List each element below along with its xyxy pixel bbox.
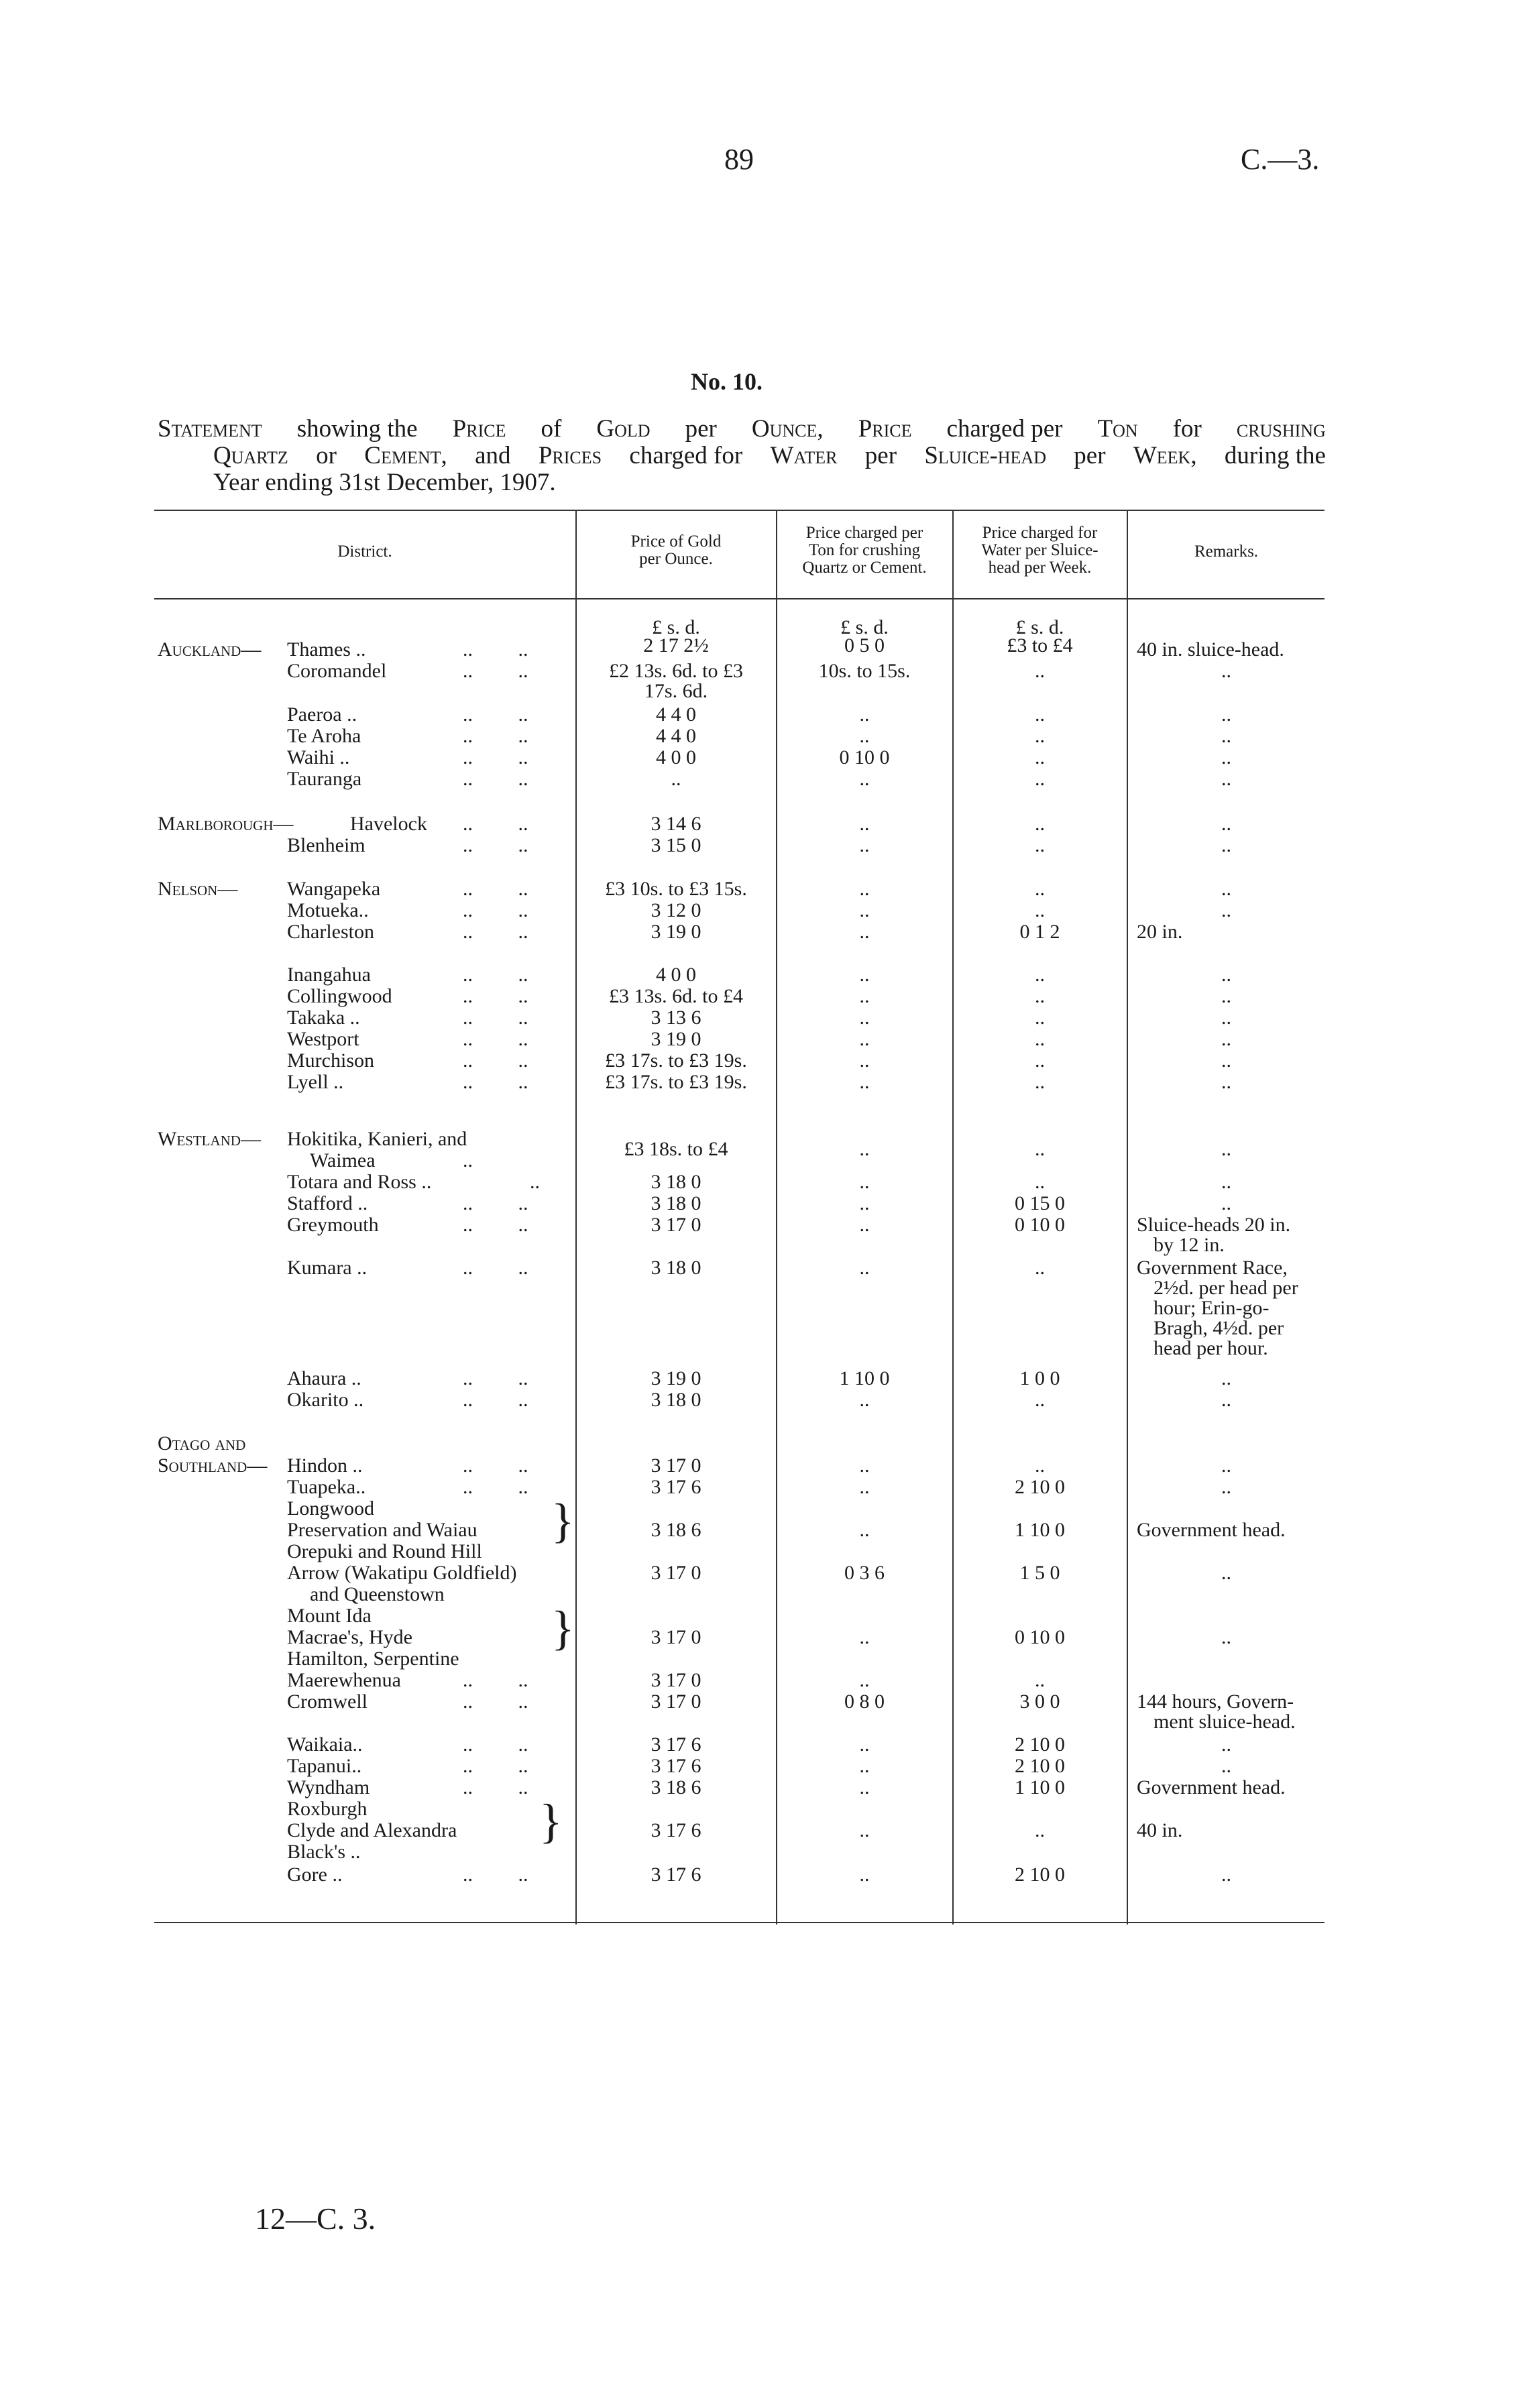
remarks: .. xyxy=(1221,1454,1231,1477)
remarks-continued: head per hour. xyxy=(1153,1337,1268,1359)
column-header-crushing-price: Price charged per Ton for crushing Quartz or Cement. xyxy=(802,524,927,577)
district-name: Hokitika, Kanieri, and xyxy=(287,1128,467,1150)
remarks: .. xyxy=(1221,746,1231,768)
gold-price: 3 18 0 xyxy=(651,1171,701,1193)
remarks-continued: hour; Erin-go- xyxy=(1153,1297,1270,1319)
column-header-water-price: Price charged for Water per Sluice- head per Week. xyxy=(981,524,1098,577)
district-name-continued: Preservation and Waiau xyxy=(287,1519,477,1541)
group-brace: } xyxy=(539,1794,563,1848)
leader-dots: .. .. xyxy=(463,899,528,921)
crushing-price: 10s. to 15s. xyxy=(818,660,911,682)
gold-price: 4 0 0 xyxy=(656,964,696,986)
region-otago-line1: Otago and xyxy=(158,1432,246,1454)
gold-price: 3 17 6 xyxy=(651,1755,701,1777)
district-name: Inangahua xyxy=(287,964,371,986)
district-name: Thames .. xyxy=(287,638,366,661)
water-price: .. xyxy=(1035,813,1045,835)
leader-dots: .. .. xyxy=(463,703,528,726)
gold-price: 3 18 0 xyxy=(651,1389,701,1411)
crushing-price: .. xyxy=(859,1626,870,1648)
crushing-price: 1 10 0 xyxy=(839,1367,890,1389)
gold-price: 3 18 6 xyxy=(651,1519,701,1541)
crushing-price: .. xyxy=(859,1071,870,1093)
district-name: Tauranga xyxy=(287,768,362,790)
leader-dots: .. .. xyxy=(463,813,528,835)
remarks: .. xyxy=(1221,1049,1231,1072)
gold-price: 3 19 0 xyxy=(651,1367,701,1389)
remarks: .. xyxy=(1221,834,1231,856)
remarks-continued: Bragh, 4½d. per xyxy=(1153,1317,1284,1339)
water-price: .. xyxy=(1035,703,1045,726)
district-name: Murchison xyxy=(287,1049,374,1072)
leader-dots: .. .. xyxy=(463,878,528,900)
water-price: .. xyxy=(1035,1257,1045,1279)
remarks: .. xyxy=(1221,768,1231,790)
document-reference: C.—3. xyxy=(1241,143,1320,176)
gold-price: £3 17s. to £3 19s. xyxy=(605,1049,747,1072)
unit-label-gold: £ s. d. xyxy=(652,616,700,638)
gold-price: 3 13 6 xyxy=(651,1007,701,1029)
leader-dots: .. .. xyxy=(463,1864,528,1886)
gold-price: 3 18 6 xyxy=(651,1776,701,1798)
gold-price: 3 17 0 xyxy=(651,1669,701,1691)
water-price: 1 0 0 xyxy=(1019,1367,1060,1389)
remarks: .. xyxy=(1221,964,1231,986)
remarks: .. xyxy=(1221,985,1231,1007)
water-price: 3 0 0 xyxy=(1019,1690,1060,1713)
water-price: £3 to £4 xyxy=(1007,634,1073,656)
water-price: 0 15 0 xyxy=(1015,1192,1065,1214)
leader-dots: .. .. xyxy=(463,725,528,747)
crushing-price: .. xyxy=(859,921,870,943)
crushing-price: .. xyxy=(859,1192,870,1214)
crushing-price: .. xyxy=(859,899,870,921)
district-name: Cromwell xyxy=(287,1690,368,1713)
crushing-price: .. xyxy=(859,1214,870,1236)
gold-price: 3 17 6 xyxy=(651,1476,701,1498)
leader-dots: .. .. xyxy=(463,768,528,790)
remarks: Government head. xyxy=(1137,1519,1286,1541)
district-name: Arrow (Wakatipu Goldfield) xyxy=(287,1562,517,1584)
crushing-price: .. xyxy=(859,1755,870,1777)
leader-dots: .. .. xyxy=(463,834,528,856)
region-nelson: Nelson— xyxy=(158,878,238,900)
district-name: Charleston xyxy=(287,921,374,943)
gold-price: 4 4 0 xyxy=(656,703,696,726)
district-name: Mount Ida xyxy=(287,1605,372,1627)
gold-price: 3 19 0 xyxy=(651,1028,701,1050)
page-number: 89 xyxy=(724,143,754,176)
remarks: .. xyxy=(1221,1626,1231,1648)
gold-price-continued: 17s. 6d. xyxy=(644,680,708,702)
remarks: 40 in. xyxy=(1137,1819,1183,1841)
leader-dots: .. .. xyxy=(463,638,528,661)
remarks: .. xyxy=(1221,1864,1231,1886)
leader-dots: .. xyxy=(530,1171,540,1193)
gold-price: 4 4 0 xyxy=(656,725,696,747)
remarks: .. xyxy=(1221,1389,1231,1411)
district-name: Gore .. xyxy=(287,1864,343,1886)
district-name: Waikaia.. xyxy=(287,1733,363,1756)
district-name: Motueka.. xyxy=(287,899,369,921)
crushing-price: .. xyxy=(859,1138,870,1160)
remarks-continued: 2½d. per head per xyxy=(1153,1277,1298,1299)
district-name: Stafford .. xyxy=(287,1192,368,1214)
leader-dots: .. .. xyxy=(463,1669,528,1691)
crushing-price: .. xyxy=(859,1733,870,1756)
crushing-price: .. xyxy=(859,725,870,747)
remarks: 144 hours, Govern- xyxy=(1137,1690,1294,1713)
district-name: Wangapeka xyxy=(287,878,381,900)
crushing-price: .. xyxy=(859,1819,870,1841)
remarks: .. xyxy=(1221,1138,1231,1160)
district-name-continued: Black's .. xyxy=(287,1841,361,1863)
crushing-price: .. xyxy=(859,1519,870,1541)
water-price: 2 10 0 xyxy=(1015,1755,1065,1777)
district-name: Kumara .. xyxy=(287,1257,368,1279)
crushing-price: .. xyxy=(859,703,870,726)
crushing-price: .. xyxy=(859,1049,870,1072)
gold-price: £3 17s. to £3 19s. xyxy=(605,1071,747,1093)
crushing-price: 0 10 0 xyxy=(839,746,890,768)
remarks: Government Race, xyxy=(1137,1257,1288,1279)
district-name: Westport xyxy=(287,1028,359,1050)
column-header-remarks: Remarks. xyxy=(1194,542,1259,561)
gold-price: 3 15 0 xyxy=(651,834,701,856)
leader-dots: .. .. xyxy=(463,746,528,768)
remarks: .. xyxy=(1221,1476,1231,1498)
crushing-price: .. xyxy=(859,1389,870,1411)
water-price: .. xyxy=(1035,878,1045,900)
column-header-district: District. xyxy=(337,542,392,561)
gold-price: £3 10s. to £3 15s. xyxy=(605,878,747,900)
water-price: 0 10 0 xyxy=(1015,1626,1065,1648)
district-name: Waihi .. xyxy=(287,746,350,768)
remarks: Sluice-heads 20 in. xyxy=(1137,1214,1291,1236)
remarks-continued: ment sluice-head. xyxy=(1153,1711,1296,1733)
remarks: .. xyxy=(1221,878,1231,900)
statement-title: No. 10. xyxy=(691,368,763,395)
leader-dots: .. .. xyxy=(463,1389,528,1411)
crushing-price: .. xyxy=(859,1257,870,1279)
remarks: .. xyxy=(1221,1171,1231,1193)
water-price: .. xyxy=(1035,1028,1045,1050)
district-name-continued: Hamilton, Serpentine xyxy=(287,1648,459,1670)
leader-dots: .. .. xyxy=(463,1214,528,1236)
remarks: .. xyxy=(1221,1028,1231,1050)
water-price: 1 5 0 xyxy=(1019,1562,1060,1584)
region-westland: Westland— xyxy=(158,1128,261,1150)
district-name: Blenheim xyxy=(287,834,365,856)
water-price: 0 10 0 xyxy=(1015,1214,1065,1236)
leader-dots: .. .. xyxy=(463,1755,528,1777)
remarks: .. xyxy=(1221,1192,1231,1214)
region-auckland: Auckland— xyxy=(158,638,262,661)
remarks: 40 in. sluice-head. xyxy=(1137,638,1284,661)
leader-dots: .. .. xyxy=(463,1257,528,1279)
gold-price: £2 13s. 6d. to £3 xyxy=(608,660,743,682)
leader-dots: .. .. xyxy=(463,964,528,986)
district-name: Longwood xyxy=(287,1497,374,1520)
district-name: Takaka .. xyxy=(287,1007,360,1029)
district-name-continued: Clyde and Alexandra xyxy=(287,1819,457,1841)
water-price: 1 10 0 xyxy=(1015,1519,1065,1541)
district-name-continued: Orepuki and Round Hill xyxy=(287,1540,482,1562)
remarks: .. xyxy=(1221,1562,1231,1584)
crushing-price: .. xyxy=(859,834,870,856)
gold-price: 3 17 0 xyxy=(651,1214,701,1236)
district-name: Tuapeka.. xyxy=(287,1476,366,1498)
gold-price: 3 17 0 xyxy=(651,1454,701,1477)
water-price: .. xyxy=(1035,1007,1045,1029)
remarks: .. xyxy=(1221,703,1231,726)
leader-dots: .. .. xyxy=(463,1007,528,1029)
water-price: 2 10 0 xyxy=(1015,1864,1065,1886)
crushing-price: .. xyxy=(859,1171,870,1193)
header-bottom-rule xyxy=(154,598,1325,599)
water-price: .. xyxy=(1035,964,1045,986)
water-price: 2 10 0 xyxy=(1015,1733,1065,1756)
crushing-price: .. xyxy=(859,964,870,986)
water-price: 1 10 0 xyxy=(1015,1776,1065,1798)
crushing-price: .. xyxy=(859,1476,870,1498)
group-brace: } xyxy=(551,1601,575,1655)
district-name: Hindon .. xyxy=(287,1454,363,1477)
table-bottom-rule xyxy=(154,1922,1325,1923)
water-price: .. xyxy=(1035,1071,1045,1093)
water-price: .. xyxy=(1035,1171,1045,1193)
group-brace: } xyxy=(551,1494,575,1548)
remarks: .. xyxy=(1221,899,1231,921)
district-name-continued: Waimea xyxy=(310,1149,376,1171)
gold-price: 3 18 0 xyxy=(651,1257,701,1279)
water-price: .. xyxy=(1035,660,1045,682)
district-name: Roxburgh xyxy=(287,1798,368,1820)
gold-price: 3 12 0 xyxy=(651,899,701,921)
crushing-price: .. xyxy=(859,878,870,900)
remarks: .. xyxy=(1221,725,1231,747)
leader-dots: .. .. xyxy=(463,1776,528,1798)
water-price: 2 10 0 xyxy=(1015,1476,1065,1498)
remarks: .. xyxy=(1221,1733,1231,1756)
district-name: Collingwood xyxy=(287,985,392,1007)
remarks: .. xyxy=(1221,1755,1231,1777)
remarks: .. xyxy=(1221,813,1231,835)
crushing-price: .. xyxy=(859,1864,870,1886)
water-price: .. xyxy=(1035,834,1045,856)
leader-dots: .. .. xyxy=(463,1690,528,1713)
water-price: .. xyxy=(1035,899,1045,921)
leader-dots: .. .. xyxy=(463,660,528,682)
gold-price: .. xyxy=(671,768,681,790)
crushing-price: .. xyxy=(859,1454,870,1477)
leader-dots: .. .. xyxy=(463,1454,528,1477)
table-top-rule xyxy=(154,510,1325,511)
gold-price: £3 13s. 6d. to £4 xyxy=(608,985,743,1007)
remarks: .. xyxy=(1221,1007,1231,1029)
district-name: Lyell .. xyxy=(287,1071,344,1093)
gold-price: 3 18 0 xyxy=(651,1192,701,1214)
gold-price: 3 17 6 xyxy=(651,1864,701,1886)
gold-price: 3 17 6 xyxy=(651,1733,701,1756)
region-otago-line2: Southland— xyxy=(158,1454,268,1477)
leader-dots: .. .. xyxy=(463,1476,528,1498)
district-name: Tapanui.. xyxy=(287,1755,362,1777)
leader-dots: .. .. xyxy=(463,1733,528,1756)
gold-price: 3 17 0 xyxy=(651,1562,701,1584)
water-price: .. xyxy=(1035,1138,1045,1160)
description-line-3: Year ending 31st December, 1907. xyxy=(213,469,556,496)
crushing-price: .. xyxy=(859,985,870,1007)
region-marlborough: Marlborough— xyxy=(158,813,294,835)
remarks: Government head. xyxy=(1137,1776,1286,1798)
district-name: Coromandel xyxy=(287,660,387,682)
leader-dots: .. .. xyxy=(463,1049,528,1072)
district-name: Okarito .. xyxy=(287,1389,364,1411)
water-price: 0 1 2 xyxy=(1019,921,1060,943)
column-header-gold-price: Price of Gold per Ounce. xyxy=(630,532,722,568)
water-price: .. xyxy=(1035,1454,1045,1477)
district-name: Wyndham xyxy=(287,1776,370,1798)
crushing-price: 0 3 6 xyxy=(844,1562,885,1584)
district-name-continued: and Queenstown xyxy=(310,1583,445,1605)
leader-dots: .. xyxy=(463,1149,473,1171)
district-name: Ahaura .. xyxy=(287,1367,361,1389)
district-name: Greymouth xyxy=(287,1214,379,1236)
crushing-price: 0 8 0 xyxy=(844,1690,885,1713)
gold-price: 3 17 0 xyxy=(651,1690,701,1713)
crushing-price: .. xyxy=(859,1669,870,1691)
description-line-1: Statement showing the Price of Gold per Ounce, Price charged per Ton for crushing xyxy=(158,415,1326,443)
leader-dots: .. .. xyxy=(463,921,528,943)
leader-dots: .. .. xyxy=(463,985,528,1007)
gold-price: 3 17 0 xyxy=(651,1626,701,1648)
remarks: .. xyxy=(1221,1071,1231,1093)
district-name: Havelock xyxy=(350,813,427,835)
description-line-2: Quartz or Cement, and Prices charged for Water per Sluice-head per Week, during the xyxy=(213,442,1326,469)
crushing-price: .. xyxy=(859,1007,870,1029)
remarks: .. xyxy=(1221,660,1231,682)
leader-dots: .. .. xyxy=(463,1192,528,1214)
crushing-price: 0 5 0 xyxy=(844,634,885,656)
crushing-price: .. xyxy=(859,768,870,790)
district-name: Paeroa .. xyxy=(287,703,357,726)
crushing-price: .. xyxy=(859,813,870,835)
gold-price: 4 0 0 xyxy=(656,746,696,768)
water-price: .. xyxy=(1035,1389,1045,1411)
water-price: .. xyxy=(1035,1049,1045,1072)
leader-dots: .. .. xyxy=(463,1071,528,1093)
crushing-price: .. xyxy=(859,1776,870,1798)
water-price: .. xyxy=(1035,1669,1045,1691)
water-price: .. xyxy=(1035,768,1045,790)
gold-price: 3 19 0 xyxy=(651,921,701,943)
crushing-price: .. xyxy=(859,1028,870,1050)
leader-dots: .. .. xyxy=(463,1367,528,1389)
water-price: .. xyxy=(1035,985,1045,1007)
district-name: Totara and Ross .. xyxy=(287,1171,432,1193)
gold-price: 3 14 6 xyxy=(651,813,701,835)
gold-price: £3 18s. to £4 xyxy=(624,1138,728,1160)
footer-signature: 12—C. 3. xyxy=(255,2201,376,2236)
unit-label-crushing: £ s. d. xyxy=(840,616,889,638)
remarks-continued: by 12 in. xyxy=(1153,1234,1225,1256)
gold-price: 3 17 6 xyxy=(651,1819,701,1841)
district-name-continued: Macrae's, Hyde xyxy=(287,1626,412,1648)
water-price: .. xyxy=(1035,746,1045,768)
remarks: .. xyxy=(1221,1367,1231,1389)
water-price: .. xyxy=(1035,725,1045,747)
leader-dots: .. .. xyxy=(463,1028,528,1050)
district-name: Te Aroha xyxy=(287,725,361,747)
district-name: Maerewhenua xyxy=(287,1669,401,1691)
unit-label-water: £ s. d. xyxy=(1015,616,1064,638)
water-price: .. xyxy=(1035,1819,1045,1841)
remarks: 20 in. xyxy=(1137,921,1183,943)
gold-price: 2 17 2½ xyxy=(643,634,709,656)
